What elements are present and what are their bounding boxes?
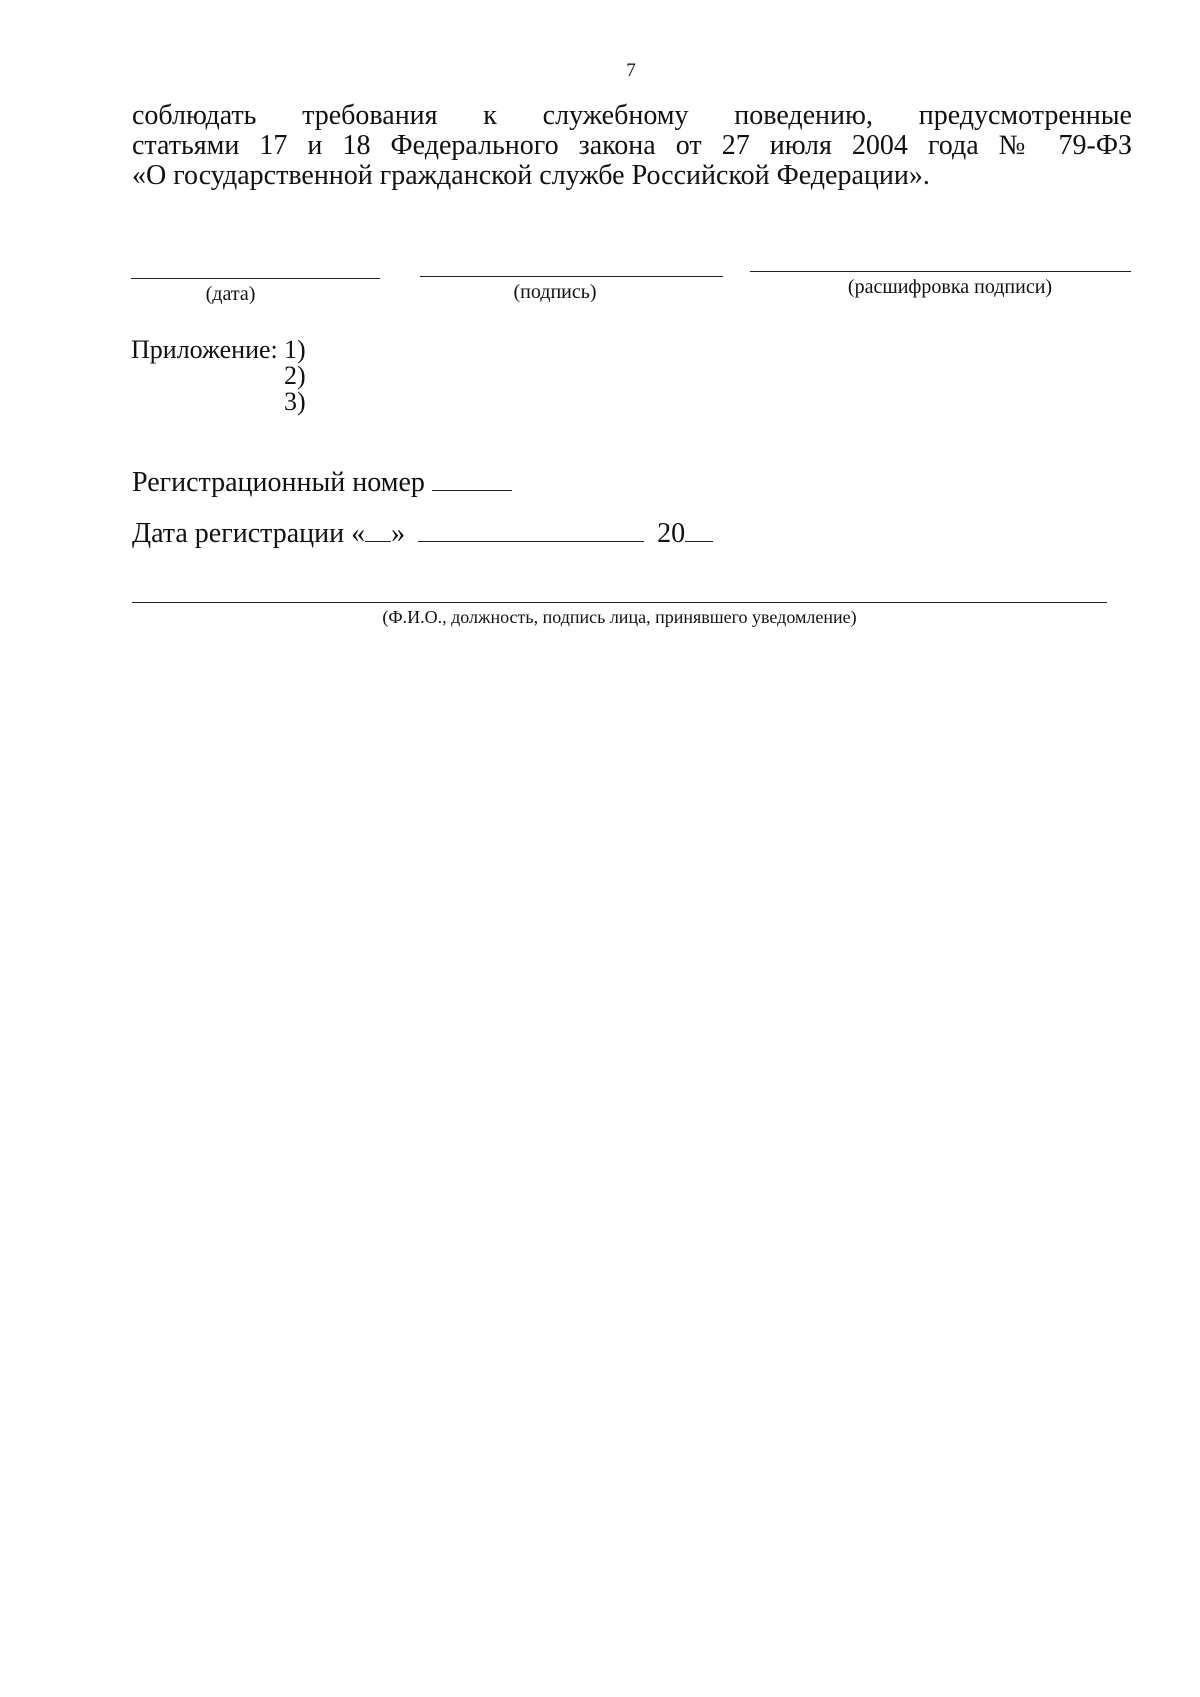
registration-number-row [132,467,512,499]
page-number: 7 [626,60,636,81]
body-paragraph [132,101,1132,191]
signature-caption: (подпись) [513,281,597,303]
paragraph-line-2: статьями 17 и 18 Федерального закона от 27 июля 2004 года № 79-ФЗ [132,130,1132,161]
appendix-label: Приложение: [131,335,278,364]
registration-year-prefix: 20 [657,518,686,549]
registration-date-label: Дата регистрации « [132,518,366,549]
appendix-item-2: 2) [284,361,306,390]
receiver-caption: (Ф.И.О., должность, подпись лица, принявшего уведомление) [382,607,857,627]
registration-month-blank[interactable] [418,540,644,542]
decoding-blank-line[interactable] [750,271,1131,272]
paragraph-line-3: «О государственной гражданской службе Российской Федерации». [132,160,930,191]
registration-year-blank[interactable] [685,540,713,542]
date-blank-line[interactable] [131,278,380,279]
date-caption: (дата) [205,283,256,305]
registration-date-quote-close: » [391,518,406,549]
registration-date-row [132,518,713,550]
appendix-item-1: 1) [284,335,306,364]
paragraph-line-1: соблюдать требования к служебному поведению, предусмотренные [132,100,1132,131]
registration-number-label: Регистрационный номер [132,467,425,498]
signature-blank-line[interactable] [420,276,723,277]
decoding-caption: (расшифровка подписи) [847,276,1053,298]
registration-day-blank[interactable] [365,540,391,542]
registration-number-blank[interactable] [432,489,512,491]
receiver-blank-line[interactable] [132,602,1107,603]
appendix-item-3: 3) [284,387,306,416]
